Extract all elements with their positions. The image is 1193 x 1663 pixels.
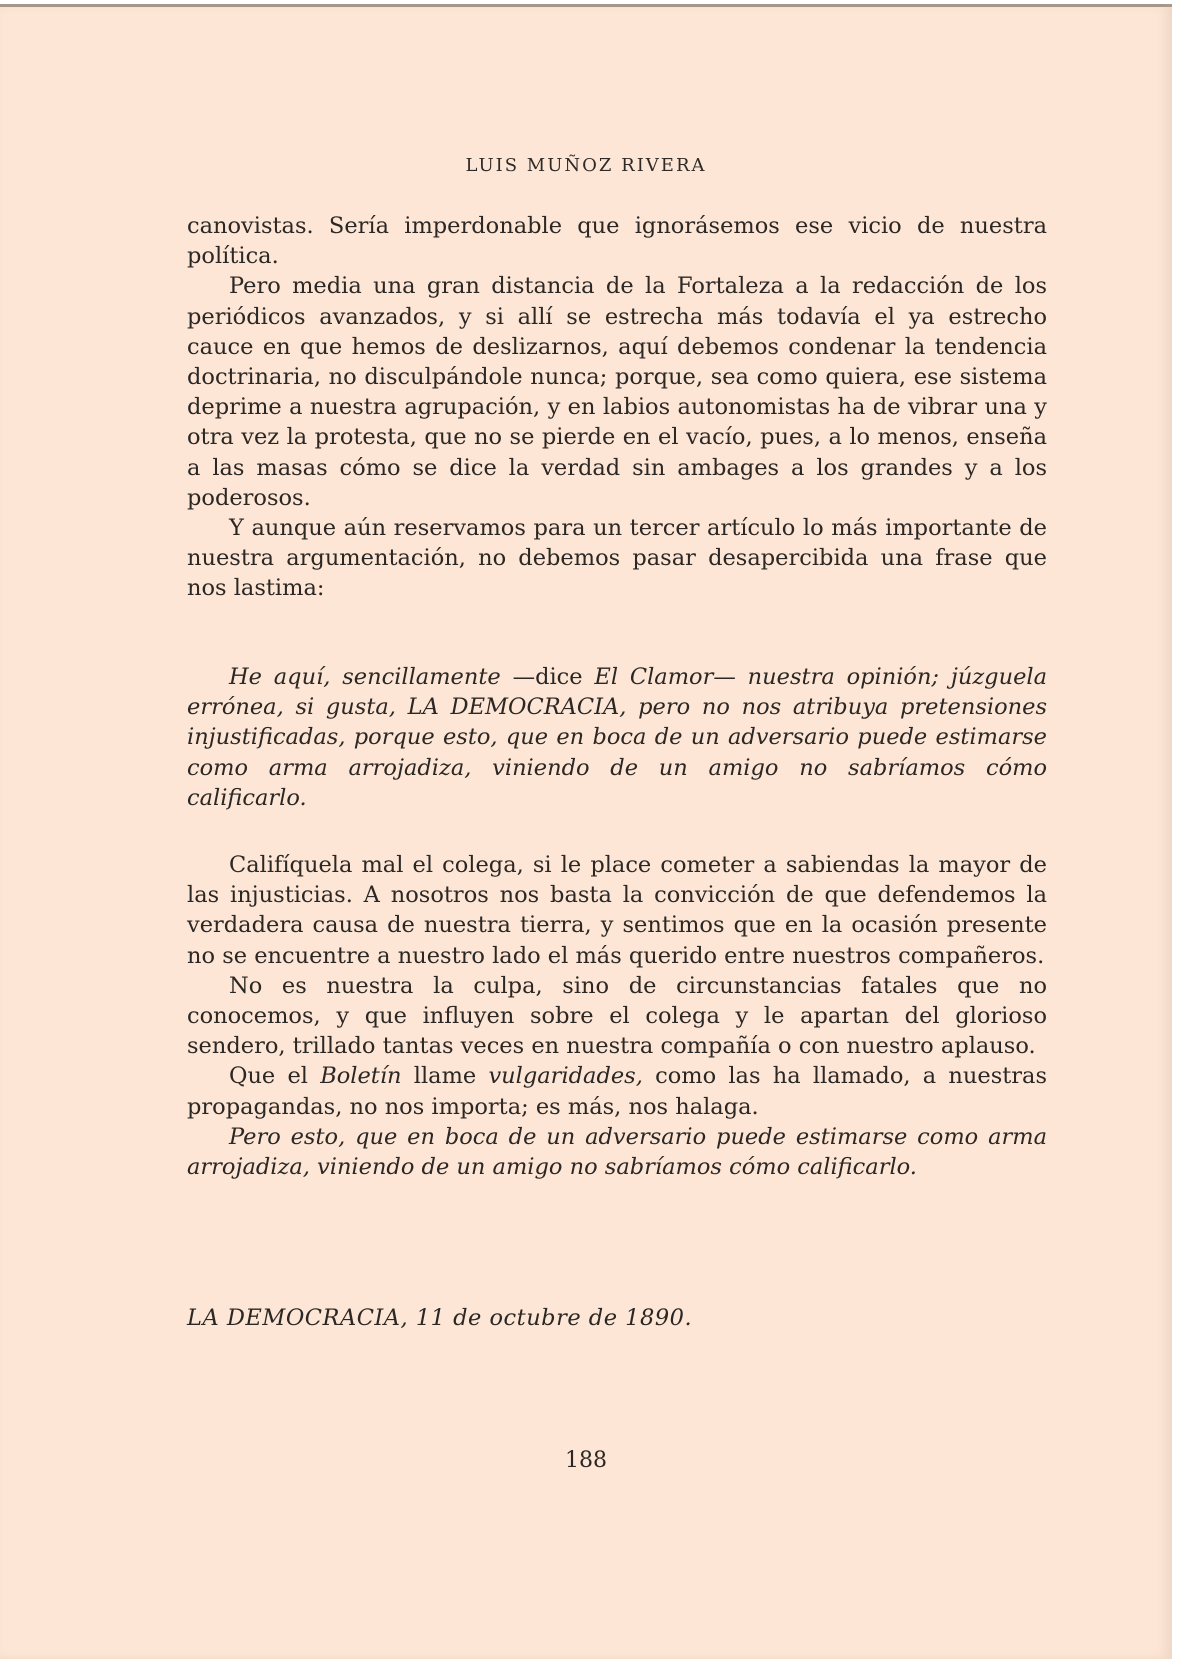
running-header: LUIS MUÑOZ RIVERA <box>465 155 707 176</box>
p6-text-e: como las ha llamado, a nuestras propagandas, no nos importa; es más, nos halaga. <box>187 1063 1047 1120</box>
p6-text-c: llame <box>401 1063 489 1090</box>
signature-dateline: LA DEMOCRACIA, 11 de octubre de 1890. <box>187 1305 693 1331</box>
page-number: 188 <box>565 1448 607 1473</box>
paragraph-1: canovistas. Sería imperdonable que ignorásemos ese vicio de nuestra política. <box>187 213 1047 270</box>
p6-boletin: Boletín <box>320 1063 402 1090</box>
paragraph-4: Califíquela mal el colega, si le place cometer a sabiendas la mayor de las injusticias. A nosotros nos basta la convicción de que defendemos la verdadera causa de nuestra tierra, y sentimos que en la ocasión presente no se encuentre a nuestro lado el más querido entre nuestros compañeros. <box>187 852 1047 969</box>
paragraph-5: No es nuestra la culpa, sino de circunstancias fatales que no conocemos, y que influyen sobre el colega y le apartan del glorioso sendero, trillado tantas veces en nuestra compañía o con nuestro aplauso. <box>187 972 1047 1060</box>
paragraph-3: Y aunque aún reservamos para un tercer artículo lo más importante de nuestra argumentación, no debemos pasar desapercibida una frase que nos lastima: <box>187 515 1047 602</box>
quote-part-1: He aquí, sencillamente <box>229 664 513 690</box>
p6-vulgaridades: vulgaridades, <box>488 1063 643 1090</box>
body-text-top <box>187 211 1047 604</box>
paragraph-6 <box>187 1061 1047 1121</box>
paragraph-2: Pero media una gran distancia de la Fortaleza a la redacción de los periódicos avanzados, y si allí se estrecha más todavía el ya estrecho cauce en que hemos de deslizarnos, aquí debemos condenar la tendencia doctrinaria, no disculpándole nunca; porque, sea como quiera, ese sistema deprime a nuestra agrupación, y en labios autonomistas ha de vibrar una y otra vez la protesta, que no se pierde en el vacío, pues, a lo menos, enseña a las masas cómo se dice la verdad sin ambages a los grandes y a los poderosos. <box>187 273 1047 511</box>
block-quote <box>187 662 1047 813</box>
paragraph-7: Pero esto, que en boca de un adversario puede estimarse como arma arrojadiza, viniendo de un amigo no sabríamos cómo calificarlo. <box>187 1123 1047 1181</box>
scan-margin <box>1172 0 1193 1663</box>
quote-part-4: — nuestra opinión; júzguela errónea, si gusta, LA DEMOCRACIA, pero no nos atribuya pretensiones injustificadas, porque esto, que en boca de un adversario puede estimarse como arma arrojadiza, viniendo de un amigo no sabríamos cómo calificarlo. <box>187 664 1047 811</box>
quote-source-title: El Clamor <box>594 664 714 690</box>
body-text-bottom <box>187 850 1047 1182</box>
p6-text-a: Que el <box>229 1063 321 1090</box>
quote-part-2: —dice <box>512 664 595 690</box>
